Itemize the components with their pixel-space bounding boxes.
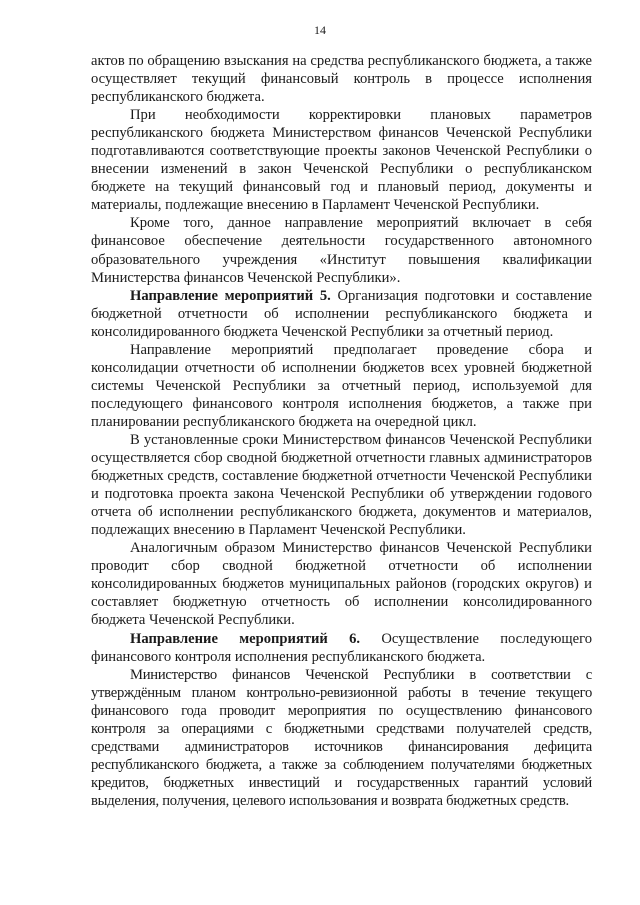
section-text: Организация подготовки и составление бюджетной отчетности об исполнении республиканского бюджета и консолидированного бюджета Чеченской Республики за отчетный период.: [91, 287, 592, 340]
document-body: [91, 52, 592, 810]
paragraph: Аналогичным образом Министерство финансов Чеченской Республики проводит сбор сводной бюджетной отчетности об исполнении консолидированных бюджетов муниципальных районов (городских округов) и составляет бюджетную отчетность об исполнении консолидированного бюджета Чеченской Республики.: [91, 540, 592, 629]
section-paragraph: [91, 287, 592, 341]
section-heading: Направление мероприятий 5.: [130, 287, 331, 304]
paragraph: Кроме того, данное направление мероприятий включает в себя финансовое обеспечение деятельности государственного автономного образовательного учреждения «Институт повышения квалификации Министерства финансов Чеченской Республики».: [91, 215, 592, 286]
section-heading: Направление мероприятий 6.: [130, 630, 361, 647]
paragraph: При необходимости корректировки плановых параметров республиканского бюджета Министерством финансов Чеченской Республики подготавливаются соответствующие проекты законов Чеченской Республики о внесении изменений в закон Чеченской Республики о республиканском бюджете на текущий финансовый год и плановый период, документы и материалы, подлежащие внесению в Парламент Чеченской Республики.: [91, 107, 592, 214]
paragraph: актов по обращению взыскания на средства республиканского бюджета, а также осуществляет текущий финансовый контроль в процессе исполнения республиканского бюджета.: [91, 53, 592, 106]
paragraph: В установленные сроки Министерством финансов Чеченской Республики осуществляется сбор сводной бюджетной отчетности главных администраторов бюджетных средств, составление бюджетной отчетности Чеченской Республики и подготовка проекта закона Чеченской Республики об утверждении годового отчета об исполнении республиканского бюджета, документов и материалов, подлежащих внесению в Парламент Чеченской Республики.: [91, 431, 592, 539]
page-number: 14: [314, 23, 326, 37]
paragraph: Министерство финансов Чеченской Республики в соответствии с утверждённым планом контрольно-ревизионной работы в течение текущего финансового года проводит мероприятия по осуществлению финансового контроля за операциями с бюджетными средствами получателей средств, средствами администраторов источников финансирования дефицита республиканского бюджета, а также за соблюдением получателями бюджетных кредитов, бюджетных инвестиций и государственных гарантий условий выделения, получения, целевого использования и возврата бюджетных средств.: [91, 666, 592, 809]
section-text: Осуществление последующего финансового контроля исполнения республиканского бюджета.: [91, 630, 592, 665]
section-paragraph: [91, 630, 592, 666]
paragraph: Направление мероприятий предполагает проведение сбора и консолидации отчетности об исполнении бюджетов всех уровней бюджетной системы Чеченской Республики за отчетный период, используемой для последующего финансового контроля исполнения бюджетов, а также при планировании республиканского бюджета на очередной цикл.: [91, 341, 592, 430]
